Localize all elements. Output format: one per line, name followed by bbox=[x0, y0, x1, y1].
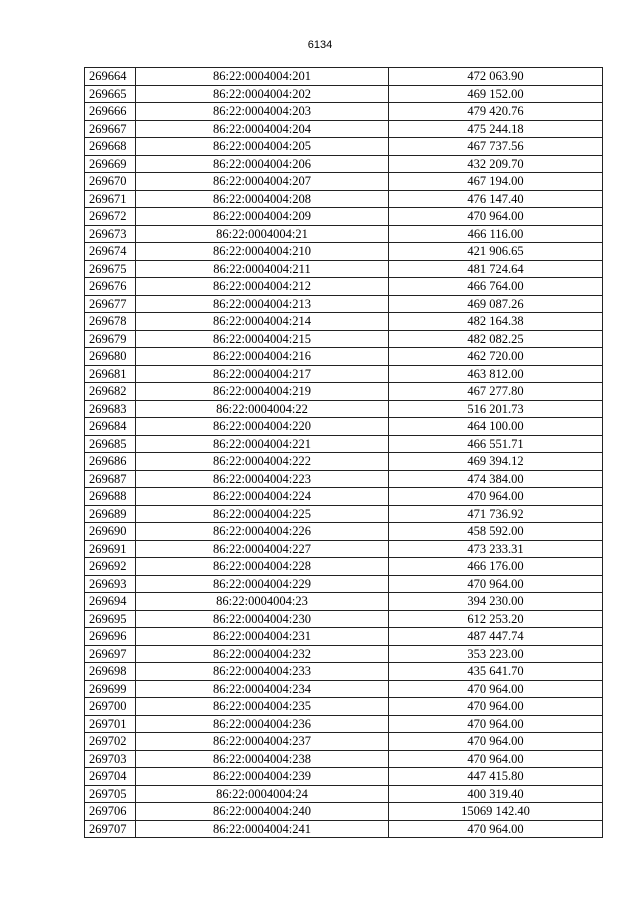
table-row bbox=[85, 383, 603, 401]
cadastral-number-cell: 86:22:0004004:21 bbox=[136, 225, 389, 243]
row-number-cell: 269669 bbox=[85, 155, 136, 173]
table-row bbox=[85, 85, 603, 103]
cadastral-value-table bbox=[84, 67, 603, 838]
cadastral-value-cell: 458 592.00 bbox=[389, 523, 603, 541]
cadastral-value-cell: 470 964.00 bbox=[389, 733, 603, 751]
cadastral-number-cell: 86:22:0004004:221 bbox=[136, 435, 389, 453]
table-row bbox=[85, 803, 603, 821]
table-row bbox=[85, 820, 603, 838]
row-number-cell: 269683 bbox=[85, 400, 136, 418]
cadastral-number-cell: 86:22:0004004:209 bbox=[136, 208, 389, 226]
cadastral-number-cell: 86:22:0004004:224 bbox=[136, 488, 389, 506]
cadastral-value-cell: 467 737.56 bbox=[389, 138, 603, 156]
row-number-cell: 269696 bbox=[85, 628, 136, 646]
cadastral-number-cell: 86:22:0004004:232 bbox=[136, 645, 389, 663]
cadastral-number-cell: 86:22:0004004:234 bbox=[136, 680, 389, 698]
row-number-cell: 269668 bbox=[85, 138, 136, 156]
cadastral-value-cell: 469 087.26 bbox=[389, 295, 603, 313]
table-row bbox=[85, 715, 603, 733]
row-number-cell: 269697 bbox=[85, 645, 136, 663]
table-row bbox=[85, 68, 603, 86]
cadastral-number-cell: 86:22:0004004:216 bbox=[136, 348, 389, 366]
cadastral-value-cell: 400 319.40 bbox=[389, 785, 603, 803]
row-number-cell: 269707 bbox=[85, 820, 136, 838]
cadastral-number-cell: 86:22:0004004:225 bbox=[136, 505, 389, 523]
cadastral-number-cell: 86:22:0004004:226 bbox=[136, 523, 389, 541]
row-number-cell: 269686 bbox=[85, 453, 136, 471]
row-number-cell: 269672 bbox=[85, 208, 136, 226]
cadastral-value-cell: 470 964.00 bbox=[389, 820, 603, 838]
row-number-cell: 269704 bbox=[85, 768, 136, 786]
cadastral-value-cell: 467 194.00 bbox=[389, 173, 603, 191]
cadastral-value-cell: 470 964.00 bbox=[389, 750, 603, 768]
cadastral-number-cell: 86:22:0004004:227 bbox=[136, 540, 389, 558]
cadastral-value-cell: 394 230.00 bbox=[389, 593, 603, 611]
table-row bbox=[85, 540, 603, 558]
cadastral-number-cell: 86:22:0004004:212 bbox=[136, 278, 389, 296]
row-number-cell: 269706 bbox=[85, 803, 136, 821]
row-number-cell: 269689 bbox=[85, 505, 136, 523]
cadastral-value-cell: 466 176.00 bbox=[389, 558, 603, 576]
row-number-cell: 269699 bbox=[85, 680, 136, 698]
table-row bbox=[85, 400, 603, 418]
row-number-cell: 269694 bbox=[85, 593, 136, 611]
table-row bbox=[85, 103, 603, 121]
cadastral-number-cell: 86:22:0004004:213 bbox=[136, 295, 389, 313]
table-row bbox=[85, 435, 603, 453]
cadastral-number-cell: 86:22:0004004:230 bbox=[136, 610, 389, 628]
table-row bbox=[85, 768, 603, 786]
cadastral-value-cell: 463 812.00 bbox=[389, 365, 603, 383]
table-row bbox=[85, 663, 603, 681]
cadastral-value-cell: 469 394.12 bbox=[389, 453, 603, 471]
cadastral-value-cell: 467 277.80 bbox=[389, 383, 603, 401]
row-number-cell: 269670 bbox=[85, 173, 136, 191]
cadastral-number-cell: 86:22:0004004:219 bbox=[136, 383, 389, 401]
cadastral-number-cell: 86:22:0004004:202 bbox=[136, 85, 389, 103]
table-row bbox=[85, 645, 603, 663]
cadastral-value-cell: 470 964.00 bbox=[389, 680, 603, 698]
row-number-cell: 269681 bbox=[85, 365, 136, 383]
cadastral-number-cell: 86:22:0004004:208 bbox=[136, 190, 389, 208]
cadastral-number-cell: 86:22:0004004:204 bbox=[136, 120, 389, 138]
row-number-cell: 269705 bbox=[85, 785, 136, 803]
page-number: 6134 bbox=[307, 39, 333, 51]
table-row bbox=[85, 313, 603, 331]
row-number-cell: 269688 bbox=[85, 488, 136, 506]
cadastral-value-cell: 482 164.38 bbox=[389, 313, 603, 331]
row-number-cell: 269685 bbox=[85, 435, 136, 453]
table-row bbox=[85, 120, 603, 138]
row-number-cell: 269673 bbox=[85, 225, 136, 243]
cadastral-number-cell: 86:22:0004004:229 bbox=[136, 575, 389, 593]
cadastral-value-cell: 612 253.20 bbox=[389, 610, 603, 628]
cadastral-value-cell: 464 100.00 bbox=[389, 418, 603, 436]
cadastral-value-cell: 473 233.31 bbox=[389, 540, 603, 558]
cadastral-value-cell: 470 964.00 bbox=[389, 208, 603, 226]
row-number-cell: 269690 bbox=[85, 523, 136, 541]
row-number-cell: 269703 bbox=[85, 750, 136, 768]
table-row bbox=[85, 698, 603, 716]
row-number-cell: 269698 bbox=[85, 663, 136, 681]
table-row bbox=[85, 505, 603, 523]
table-row bbox=[85, 523, 603, 541]
cadastral-number-cell: 86:22:0004004:23 bbox=[136, 593, 389, 611]
cadastral-number-cell: 86:22:0004004:207 bbox=[136, 173, 389, 191]
table-row bbox=[85, 260, 603, 278]
cadastral-number-cell: 86:22:0004004:214 bbox=[136, 313, 389, 331]
table-row bbox=[85, 418, 603, 436]
row-number-cell: 269687 bbox=[85, 470, 136, 488]
table-row bbox=[85, 453, 603, 471]
cadastral-value-cell: 15069 142.40 bbox=[389, 803, 603, 821]
table-row bbox=[85, 680, 603, 698]
row-number-cell: 269679 bbox=[85, 330, 136, 348]
table-row bbox=[85, 593, 603, 611]
cadastral-number-cell: 86:22:0004004:222 bbox=[136, 453, 389, 471]
cadastral-value-cell: 516 201.73 bbox=[389, 400, 603, 418]
cadastral-value-cell: 481 724.64 bbox=[389, 260, 603, 278]
cadastral-number-cell: 86:22:0004004:201 bbox=[136, 68, 389, 86]
table-row bbox=[85, 628, 603, 646]
cadastral-number-cell: 86:22:0004004:241 bbox=[136, 820, 389, 838]
row-number-cell: 269666 bbox=[85, 103, 136, 121]
cadastral-value-cell: 470 964.00 bbox=[389, 715, 603, 733]
row-number-cell: 269680 bbox=[85, 348, 136, 366]
cadastral-number-cell: 86:22:0004004:223 bbox=[136, 470, 389, 488]
cadastral-value-cell: 421 906.65 bbox=[389, 243, 603, 261]
cadastral-number-cell: 86:22:0004004:235 bbox=[136, 698, 389, 716]
table-row bbox=[85, 330, 603, 348]
table-row bbox=[85, 278, 603, 296]
table-row bbox=[85, 785, 603, 803]
cadastral-number-cell: 86:22:0004004:228 bbox=[136, 558, 389, 576]
row-number-cell: 269684 bbox=[85, 418, 136, 436]
table-row bbox=[85, 733, 603, 751]
cadastral-value-cell: 470 964.00 bbox=[389, 575, 603, 593]
row-number-cell: 269693 bbox=[85, 575, 136, 593]
table-row bbox=[85, 470, 603, 488]
cadastral-value-cell: 470 964.00 bbox=[389, 698, 603, 716]
cadastral-number-cell: 86:22:0004004:203 bbox=[136, 103, 389, 121]
row-number-cell: 269682 bbox=[85, 383, 136, 401]
cadastral-number-cell: 86:22:0004004:239 bbox=[136, 768, 389, 786]
table-row bbox=[85, 243, 603, 261]
cadastral-number-cell: 86:22:0004004:24 bbox=[136, 785, 389, 803]
cadastral-number-cell: 86:22:0004004:236 bbox=[136, 715, 389, 733]
row-number-cell: 269667 bbox=[85, 120, 136, 138]
cadastral-value-cell: 470 964.00 bbox=[389, 488, 603, 506]
table-body bbox=[85, 68, 603, 838]
table-row bbox=[85, 208, 603, 226]
cadastral-number-cell: 86:22:0004004:215 bbox=[136, 330, 389, 348]
cadastral-number-cell: 86:22:0004004:210 bbox=[136, 243, 389, 261]
cadastral-value-cell: 479 420.76 bbox=[389, 103, 603, 121]
cadastral-value-cell: 476 147.40 bbox=[389, 190, 603, 208]
row-number-cell: 269691 bbox=[85, 540, 136, 558]
cadastral-value-cell: 475 244.18 bbox=[389, 120, 603, 138]
cadastral-number-cell: 86:22:0004004:217 bbox=[136, 365, 389, 383]
cadastral-value-cell: 462 720.00 bbox=[389, 348, 603, 366]
row-number-cell: 269701 bbox=[85, 715, 136, 733]
table-row bbox=[85, 190, 603, 208]
cadastral-number-cell: 86:22:0004004:233 bbox=[136, 663, 389, 681]
table-row bbox=[85, 295, 603, 313]
row-number-cell: 269692 bbox=[85, 558, 136, 576]
cadastral-number-cell: 86:22:0004004:231 bbox=[136, 628, 389, 646]
table-row bbox=[85, 155, 603, 173]
cadastral-number-cell: 86:22:0004004:22 bbox=[136, 400, 389, 418]
cadastral-value-cell: 471 736.92 bbox=[389, 505, 603, 523]
cadastral-number-cell: 86:22:0004004:206 bbox=[136, 155, 389, 173]
row-number-cell: 269695 bbox=[85, 610, 136, 628]
row-number-cell: 269676 bbox=[85, 278, 136, 296]
row-number-cell: 269674 bbox=[85, 243, 136, 261]
cadastral-value-cell: 466 764.00 bbox=[389, 278, 603, 296]
cadastral-value-cell: 482 082.25 bbox=[389, 330, 603, 348]
row-number-cell: 269665 bbox=[85, 85, 136, 103]
cadastral-number-cell: 86:22:0004004:240 bbox=[136, 803, 389, 821]
row-number-cell: 269700 bbox=[85, 698, 136, 716]
cadastral-value-cell: 472 063.90 bbox=[389, 68, 603, 86]
cadastral-number-cell: 86:22:0004004:220 bbox=[136, 418, 389, 436]
cadastral-value-cell: 432 209.70 bbox=[389, 155, 603, 173]
cadastral-value-cell: 447 415.80 bbox=[389, 768, 603, 786]
cadastral-value-cell: 466 116.00 bbox=[389, 225, 603, 243]
cadastral-number-cell: 86:22:0004004:211 bbox=[136, 260, 389, 278]
table-row bbox=[85, 750, 603, 768]
table-row bbox=[85, 558, 603, 576]
cadastral-value-cell: 487 447.74 bbox=[389, 628, 603, 646]
row-number-cell: 269671 bbox=[85, 190, 136, 208]
table-row bbox=[85, 173, 603, 191]
row-number-cell: 269678 bbox=[85, 313, 136, 331]
cadastral-value-cell: 466 551.71 bbox=[389, 435, 603, 453]
table-row bbox=[85, 225, 603, 243]
row-number-cell: 269677 bbox=[85, 295, 136, 313]
table-row bbox=[85, 138, 603, 156]
cadastral-number-cell: 86:22:0004004:238 bbox=[136, 750, 389, 768]
row-number-cell: 269664 bbox=[85, 68, 136, 86]
table-row bbox=[85, 610, 603, 628]
cadastral-value-cell: 353 223.00 bbox=[389, 645, 603, 663]
table-row bbox=[85, 365, 603, 383]
row-number-cell: 269702 bbox=[85, 733, 136, 751]
table-row bbox=[85, 348, 603, 366]
cadastral-value-cell: 435 641.70 bbox=[389, 663, 603, 681]
cadastral-value-cell: 469 152.00 bbox=[389, 85, 603, 103]
cadastral-value-cell: 474 384.00 bbox=[389, 470, 603, 488]
cadastral-number-cell: 86:22:0004004:237 bbox=[136, 733, 389, 751]
cadastral-number-cell: 86:22:0004004:205 bbox=[136, 138, 389, 156]
table-row bbox=[85, 575, 603, 593]
row-number-cell: 269675 bbox=[85, 260, 136, 278]
table-row bbox=[85, 488, 603, 506]
